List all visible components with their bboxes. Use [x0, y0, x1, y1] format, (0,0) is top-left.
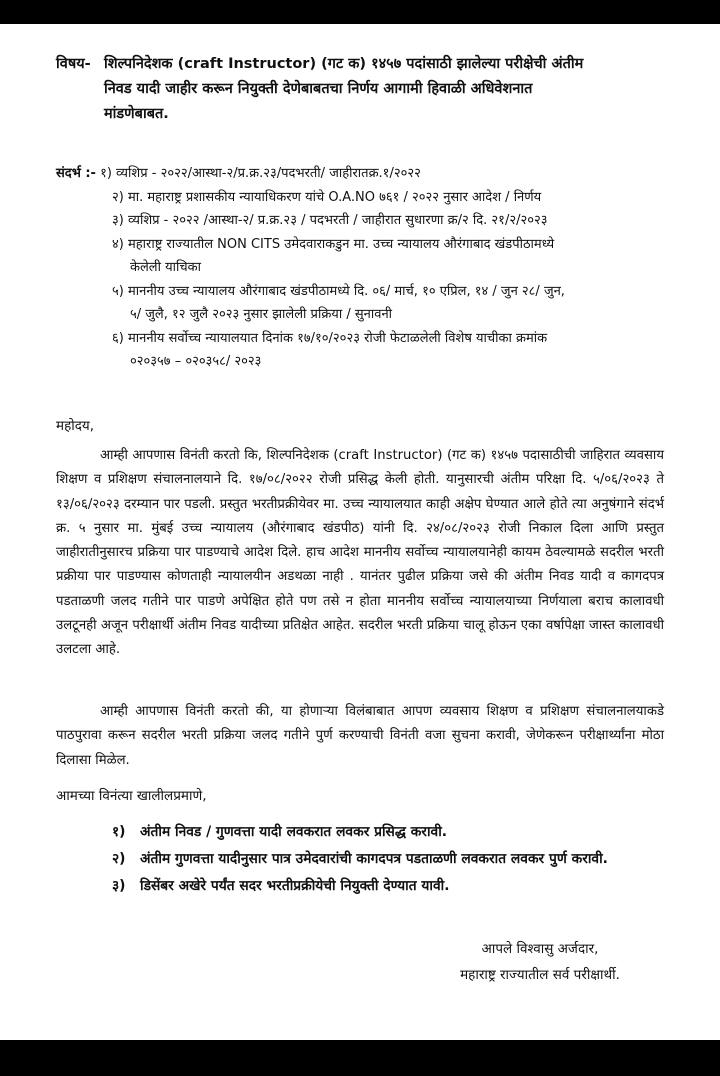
references-block [56, 162, 676, 374]
requests-intro: आमच्या विनंत्या खालीलप्रमाणे, [56, 788, 207, 804]
reference-item [56, 186, 676, 210]
request-item [112, 874, 672, 898]
request-number: १) [112, 824, 126, 840]
reference-text: २) मा. महाराष्ट्र प्रशासकीय न्यायाधिकरण यांचे O.A.NO ७६१ / २०२२ नुसार आदेश / निर्णय [112, 189, 542, 205]
request-item [112, 820, 672, 844]
request-text: अंतीम निवड / गुणवत्ता यादी लवकरात लवकर प्रसिद्ध करावी. [140, 824, 448, 840]
subject-label: विषय- [56, 56, 91, 72]
reference-continuation: ५/ जुलै, १२ जुलै २०२३ नुसार झालेली प्रक्रिया / सुनावनी [130, 307, 393, 322]
reference-text: ५) माननीय उच्च न्यायालय औरंगाबाद खंडपीठामध्ये दि. ०६/ मार्च, १० एप्रिल, १४ / जुन २८/ जुन, [112, 283, 565, 299]
signoff-block [420, 936, 660, 988]
request-number: २) [112, 851, 126, 867]
signoff-line-2: महाराष्ट्र राज्यातील सर्व परीक्षार्थी. [460, 967, 620, 983]
reference-continuation: ०२०३५७ – ०२०३५८/ २०२३ [130, 354, 262, 369]
request-text: डिसेंबर अखेरे पर्यंत सदर भरतीप्रक्रीयेची नियुक्ती देण्यात यावी. [140, 878, 450, 894]
subject-line-1: शिल्पनिदेशक (craft Instructor) (गट क) १४५७ पदांसाठी झालेल्या परीक्षेची अंतीम [104, 56, 584, 72]
reference-text: १) व्यशिप्र - २०२२/आस्था-२/प्र.क्र.२३/पदभरती/ जाहीरातक्र.१/२०२२ [100, 166, 421, 181]
reference-item [56, 162, 676, 186]
subject-line-2: निवड यादी जाहीर करून नियुक्ती देणेबाबतचा निर्णय आगामी हिवाळी अधिवेशनात [104, 81, 533, 97]
signoff-line-1: आपले विश्वासु अर्जदार, [481, 941, 599, 957]
reference-text: ६) माननीय सर्वोच्च न्यायालयात दिनांक १७/१०/२०२३ रोजी फेटाळलेली विशेष याचीका क्रमांक [112, 330, 548, 346]
body-paragraph-2: आम्ही आपणास विनंती करतो की, या होणाऱ्या विलंबाबात आपण व्यवसाय शिक्षण व प्रशिक्षण संचालनालयाकडे पाठपुरावा करून सदरील भरती प्रक्रिया जलद गतीने पुर्ण करण्याची विनंती वजा सुचना करावी, जेणेकरून परीक्षार्थ्यांना मोठा दिलासा मिळेल. [56, 704, 664, 768]
request-text: अंतीम गुणवत्ता यादीनुसार पात्र उमेदवारांची कागदपत्र पडताळणी लवकरात लवकर पुर्ण करावी. [140, 851, 608, 867]
requests-list [112, 820, 672, 901]
reference-text: ३) व्यशिप्र - २०२२ /आस्था-२/ प्र.क्र.२३ / पदभरती / जाहीरात सुधारणा क्र/२ दि. २१/२/२०२३ [112, 213, 548, 228]
body-paragraph-1: आम्ही आपणास विनंती करतो कि, शिल्पनिदेशक (craft Instructor) (गट क) १४५७ पदासाठीची जाहिरात व्यवसाय शिक्षण व प्रशिक्षण संचालनालयाने दि. १७/०८/२०२२ रोजी प्रसिद्ध केली होती. यानुसारची अंतीम परिक्षा दि. ५/०६/२०२३ ते १३/०६/२०२३ दरम्यान पार पडली. प्रस्तुत भरतीप्रक्रीयेवर मा. उच्च न्यायालयात काही अक्षेप घेण्यात आले होते त्या अनुषंगाने संदर्भ क्र. ५ नुसार मा. मुंबई उच्च न्यायालय (औरंगाबाद खंडपीठ) यांनी दि. २४/०८/२०२३ रोजी निकाल दिला आणि प्रस्तुत जाहीरातीनुसारच प्रक्रिया पार पाडण्याचे आदेश दिले. हाच आदेश माननीय सर्वोच्च न्यायालयानेही कायम ठेवल्यामळे सदरील भरती प्रक्रीया पार पाडण्यास कोणताही न्यायालयीन अडथळा नाही . यानंतर पुढील प्रक्रिया जसे की अंतीम निवड यादी व कागदपत्र पडताळणी जलद गतीने पार पाडणे अपेक्षित होते पण तसे न होता माननीय सर्वोच्च न्यायालयाच्या निर्णयाला बराच कालावधी उलटूनही अजून परीक्षार्थी अंतीम निवड यादीच्या प्रतिक्षेत आहेत. सदरील भरती प्रक्रिया चालू होऊन एका वर्षापेक्षा जास्त कालावधी उलटला आहे. [56, 448, 664, 658]
reference-item [56, 327, 676, 374]
reference-item [56, 280, 676, 327]
request-number: ३) [112, 878, 126, 894]
subject-block [56, 52, 666, 127]
references-heading: संदर्भ :- [56, 166, 96, 181]
letter-page [0, 24, 720, 1040]
reference-continuation: केलेली याचिका [130, 260, 201, 275]
reference-item [56, 209, 676, 233]
request-item [112, 847, 672, 871]
salutation: महोदय, [56, 418, 95, 434]
reference-item [56, 233, 676, 280]
reference-text: ४) महाराष्ट्र राज्यातील NON CITS उमेदवाराकडुन मा. उच्च न्यायालय औरंगाबाद खंडपीठामध्ये [112, 236, 555, 252]
subject-line-3: मांडणेबाबत. [104, 106, 169, 122]
